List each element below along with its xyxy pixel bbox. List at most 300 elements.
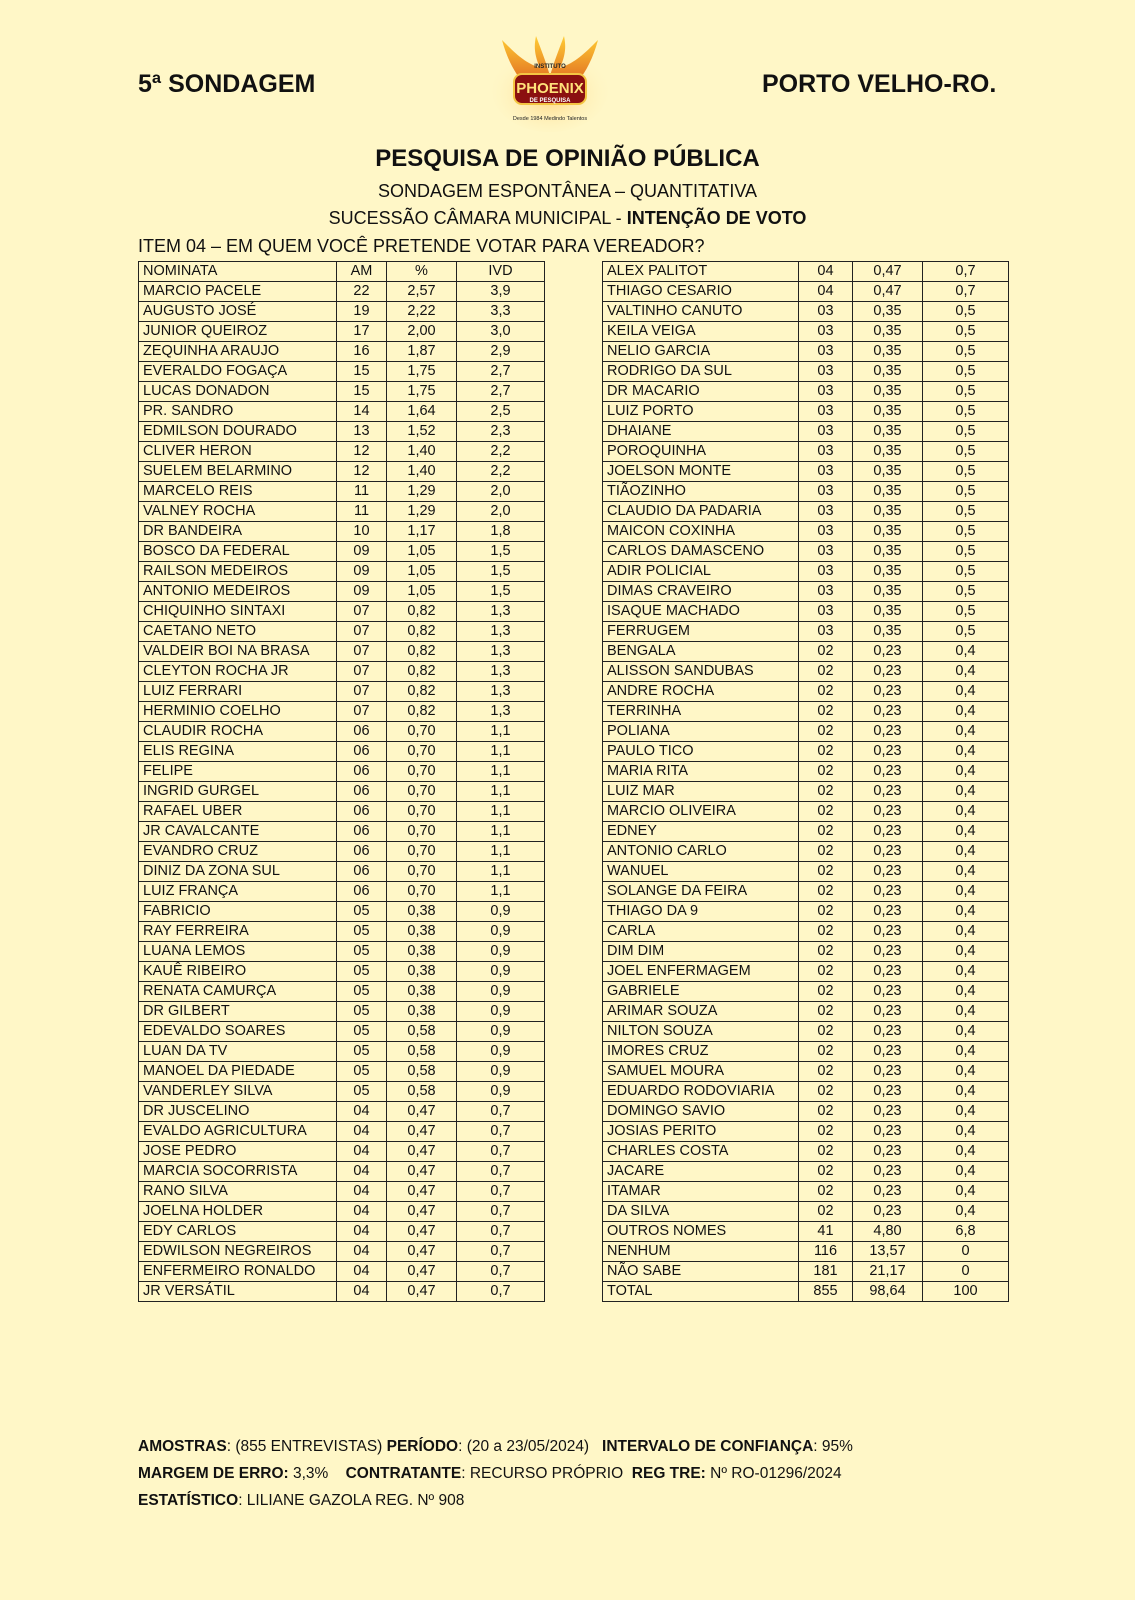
table-row	[139, 922, 545, 942]
table-row	[139, 1002, 545, 1022]
percent-cell: 0,23	[853, 1062, 923, 1082]
table-row	[603, 322, 1009, 342]
table-row	[139, 482, 545, 502]
percent-cell: 0,82	[387, 702, 457, 722]
percent-cell: 2,00	[387, 322, 457, 342]
am-cell: 02	[799, 662, 853, 682]
ivd-cell: 0,5	[923, 302, 1009, 322]
table-row	[139, 1162, 545, 1182]
percent-cell: 0,35	[853, 462, 923, 482]
am-cell: 19	[337, 302, 387, 322]
name-cell: VALNEY ROCHA	[139, 502, 337, 522]
name-cell: NELIO GARCIA	[603, 342, 799, 362]
table-row	[139, 522, 545, 542]
am-cell: 41	[799, 1222, 853, 1242]
am-cell: 03	[799, 362, 853, 382]
ivd-cell: 0,9	[457, 1002, 545, 1022]
name-cell: RANO SILVA	[139, 1182, 337, 1202]
table-row	[603, 1002, 1009, 1022]
ivd-cell: 1,8	[457, 522, 545, 542]
table-row	[603, 462, 1009, 482]
am-cell: 04	[337, 1162, 387, 1182]
am-cell: 02	[799, 1042, 853, 1062]
table-row	[603, 682, 1009, 702]
name-cell: LUAN DA TV	[139, 1042, 337, 1062]
table-row	[139, 762, 545, 782]
am-cell: 13	[337, 422, 387, 442]
am-cell: 09	[337, 582, 387, 602]
table-row	[603, 922, 1009, 942]
name-cell: ALISSON SANDUBAS	[603, 662, 799, 682]
percent-cell: 0,23	[853, 882, 923, 902]
table-row	[603, 422, 1009, 442]
table-row	[603, 502, 1009, 522]
name-cell: TIÃOZINHO	[603, 482, 799, 502]
name-cell: JOELNA HOLDER	[139, 1202, 337, 1222]
percent-cell: 1,05	[387, 582, 457, 602]
percent-cell: 0,47	[387, 1142, 457, 1162]
am-cell: 09	[337, 542, 387, 562]
table-row	[139, 982, 545, 1002]
name-cell: CARLA	[603, 922, 799, 942]
question-text: ITEM 04 – EM QUEM VOCÊ PRETENDE VOTAR PARA VEREADOR?	[138, 236, 705, 256]
ivd-cell: 100	[923, 1282, 1009, 1302]
percent-cell: 0,82	[387, 682, 457, 702]
ivd-cell: 0,9	[457, 1042, 545, 1062]
percent-cell: 1,17	[387, 522, 457, 542]
ivd-cell: 0,7	[457, 1242, 545, 1262]
ivd-cell: 3,9	[457, 282, 545, 302]
table-row	[139, 1282, 545, 1302]
ivd-cell: 0,5	[923, 342, 1009, 362]
table-row	[603, 522, 1009, 542]
name-cell: EDUARDO RODOVIARIA	[603, 1082, 799, 1102]
name-cell: POLIANA	[603, 722, 799, 742]
am-cell: 07	[337, 602, 387, 622]
table-row	[603, 982, 1009, 1002]
footer-line-1: AMOSTRAS: (855 ENTREVISTAS) PERÍODO: (20 a 23/05/2024) INTERVALO DE CONFIANÇA: 95%	[138, 1438, 853, 1455]
ivd-cell: 0,7	[923, 262, 1009, 282]
ivd-cell: 2,7	[457, 382, 545, 402]
ivd-cell: 0,4	[923, 882, 1009, 902]
table-row	[603, 802, 1009, 822]
am-cell: 04	[337, 1242, 387, 1262]
percent-cell: 0,35	[853, 302, 923, 322]
name-cell: ISAQUE MACHADO	[603, 602, 799, 622]
percent-cell: 1,75	[387, 362, 457, 382]
am-cell: 02	[799, 1062, 853, 1082]
ivd-cell: 0,5	[923, 462, 1009, 482]
table-row	[603, 722, 1009, 742]
am-cell: 05	[337, 922, 387, 942]
ivd-cell: 1,3	[457, 662, 545, 682]
am-cell: 03	[799, 502, 853, 522]
percent-cell: 0,70	[387, 882, 457, 902]
ivd-cell: 0,7	[457, 1182, 545, 1202]
name-cell: RODRIGO DA SUL	[603, 362, 799, 382]
am-cell: 02	[799, 982, 853, 1002]
percent-cell: 1,40	[387, 442, 457, 462]
name-cell: AUGUSTO JOSÉ	[139, 302, 337, 322]
am-cell: 02	[799, 942, 853, 962]
percent-cell: 0,23	[853, 1042, 923, 1062]
table-row	[603, 1122, 1009, 1142]
am-cell: 02	[799, 962, 853, 982]
ivd-cell: 0,5	[923, 362, 1009, 382]
percent-cell: 0,23	[853, 722, 923, 742]
table-row	[603, 1242, 1009, 1262]
table-header-row	[139, 262, 545, 282]
table-row	[603, 602, 1009, 622]
table-row	[139, 442, 545, 462]
percent-cell: 1,29	[387, 482, 457, 502]
table-row	[603, 582, 1009, 602]
name-cell: NENHUM	[603, 1242, 799, 1262]
ivd-cell: 0,7	[457, 1222, 545, 1242]
ivd-cell: 0,9	[457, 922, 545, 942]
table-row	[139, 942, 545, 962]
percent-cell: 0,38	[387, 922, 457, 942]
percent-cell: 0,35	[853, 422, 923, 442]
name-cell: DR BANDEIRA	[139, 522, 337, 542]
am-cell: 09	[337, 562, 387, 582]
ivd-cell: 1,1	[457, 722, 545, 742]
survey-number: 5ª SONDAGEM	[138, 70, 316, 98]
am-cell: 855	[799, 1282, 853, 1302]
table-row	[603, 1042, 1009, 1062]
name-cell: MARCIO OLIVEIRA	[603, 802, 799, 822]
table-row	[139, 1262, 545, 1282]
am-cell: 04	[799, 282, 853, 302]
ivd-cell: 0,4	[923, 1002, 1009, 1022]
name-cell: DA SILVA	[603, 1202, 799, 1222]
am-cell: 03	[799, 482, 853, 502]
logo-main-text: PHOENIX	[516, 80, 584, 97]
name-cell: JR VERSÁTIL	[139, 1282, 337, 1302]
ivd-cell: 0,5	[923, 482, 1009, 502]
ivd-cell: 0	[923, 1262, 1009, 1282]
phoenix-logo	[490, 32, 610, 132]
table-row	[139, 1062, 545, 1082]
name-cell: EDEVALDO SOARES	[139, 1022, 337, 1042]
ivd-cell: 0,7	[457, 1122, 545, 1142]
name-cell: RAILSON MEDEIROS	[139, 562, 337, 582]
percent-cell: 0,23	[853, 802, 923, 822]
ivd-cell: 0,4	[923, 902, 1009, 922]
table-row	[139, 862, 545, 882]
ivd-cell: 1,1	[457, 742, 545, 762]
table-row	[139, 662, 545, 682]
name-cell: BENGALA	[603, 642, 799, 662]
logo-tagline: Desde 1984 Medindo Talentos	[512, 116, 588, 122]
percent-cell: 1,75	[387, 382, 457, 402]
ivd-cell: 0,7	[457, 1142, 545, 1162]
am-cell: 03	[799, 302, 853, 322]
percent-cell: 0,47	[387, 1122, 457, 1142]
name-cell: MARCELO REIS	[139, 482, 337, 502]
am-cell: 02	[799, 922, 853, 942]
table-row	[603, 782, 1009, 802]
ivd-cell: 0,4	[923, 682, 1009, 702]
name-cell: GABRIELE	[603, 982, 799, 1002]
percent-cell: 0,23	[853, 862, 923, 882]
percent-cell: 2,57	[387, 282, 457, 302]
table-row	[603, 702, 1009, 722]
am-cell: 05	[337, 1002, 387, 1022]
table-row	[603, 542, 1009, 562]
name-cell: INGRID GURGEL	[139, 782, 337, 802]
ivd-cell: 0,4	[923, 782, 1009, 802]
ivd-cell: 2,0	[457, 502, 545, 522]
table-row	[139, 1242, 545, 1262]
am-cell: 02	[799, 642, 853, 662]
am-cell: 02	[799, 1182, 853, 1202]
am-cell: 06	[337, 762, 387, 782]
am-cell: 02	[799, 1002, 853, 1022]
percent-cell: 0,23	[853, 702, 923, 722]
name-cell: DHAIANE	[603, 422, 799, 442]
percent-cell: 0,23	[853, 922, 923, 942]
name-cell: POROQUINHA	[603, 442, 799, 462]
table-row	[603, 1162, 1009, 1182]
name-cell: MANOEL DA PIEDADE	[139, 1062, 337, 1082]
am-cell: AM	[337, 262, 387, 282]
percent-cell: 0,23	[853, 1122, 923, 1142]
name-cell: FELIPE	[139, 762, 337, 782]
ivd-cell: 0,4	[923, 942, 1009, 962]
name-cell: LUANA LEMOS	[139, 942, 337, 962]
ivd-cell: 1,1	[457, 782, 545, 802]
table-row	[603, 442, 1009, 462]
ivd-cell: 0,4	[923, 642, 1009, 662]
name-cell: IMORES CRUZ	[603, 1042, 799, 1062]
name-cell: THIAGO CESARIO	[603, 282, 799, 302]
name-cell: VALDEIR BOI NA BRASA	[139, 642, 337, 662]
am-cell: 03	[799, 542, 853, 562]
ivd-cell: 0,4	[923, 1142, 1009, 1162]
name-cell: JACARE	[603, 1162, 799, 1182]
am-cell: 04	[337, 1122, 387, 1142]
am-cell: 12	[337, 462, 387, 482]
am-cell: 04	[337, 1202, 387, 1222]
name-cell: RAY FERREIRA	[139, 922, 337, 942]
am-cell: 05	[337, 902, 387, 922]
name-cell: NOMINATA	[139, 262, 337, 282]
table-row	[139, 702, 545, 722]
am-cell: 06	[337, 822, 387, 842]
name-cell: EDMILSON DOURADO	[139, 422, 337, 442]
percent-cell: 0,23	[853, 742, 923, 762]
name-cell: NÃO SABE	[603, 1262, 799, 1282]
ivd-cell: 0,9	[457, 942, 545, 962]
table-row	[139, 1182, 545, 1202]
ivd-cell: 0,5	[923, 522, 1009, 542]
percent-cell: 0,47	[387, 1282, 457, 1302]
ivd-cell: 0,4	[923, 1182, 1009, 1202]
ivd-cell: 0,4	[923, 1202, 1009, 1222]
percent-cell: 0,47	[387, 1262, 457, 1282]
am-cell: 03	[799, 322, 853, 342]
ivd-cell: 0,4	[923, 762, 1009, 782]
table-row	[603, 1262, 1009, 1282]
percent-cell: 0,23	[853, 902, 923, 922]
name-cell: RAFAEL UBER	[139, 802, 337, 822]
percent-cell: 0,23	[853, 822, 923, 842]
ivd-cell: 2,3	[457, 422, 545, 442]
name-cell: CAETANO NETO	[139, 622, 337, 642]
table-row	[139, 362, 545, 382]
name-cell: JOELSON MONTE	[603, 462, 799, 482]
table-row	[603, 262, 1009, 282]
name-cell: LUIZ FERRARI	[139, 682, 337, 702]
table-row	[139, 822, 545, 842]
name-cell: ANTONIO MEDEIROS	[139, 582, 337, 602]
ivd-cell: 1,1	[457, 862, 545, 882]
name-cell: CHIQUINHO SINTAXI	[139, 602, 337, 622]
percent-cell: 0,70	[387, 822, 457, 842]
percent-cell: 0,82	[387, 622, 457, 642]
am-cell: 05	[337, 1042, 387, 1062]
ivd-cell: 0,9	[457, 982, 545, 1002]
percent-cell: 0,38	[387, 1002, 457, 1022]
name-cell: EVALDO AGRICULTURA	[139, 1122, 337, 1142]
percent-cell: 0,47	[387, 1182, 457, 1202]
ivd-cell: 1,5	[457, 542, 545, 562]
name-cell: JR CAVALCANTE	[139, 822, 337, 842]
am-cell: 12	[337, 442, 387, 462]
results-table-right	[602, 261, 1009, 1302]
am-cell: 04	[799, 262, 853, 282]
ivd-cell: 2,9	[457, 342, 545, 362]
percent-cell: 0,70	[387, 762, 457, 782]
percent-cell: 0,47	[387, 1242, 457, 1262]
name-cell: DR GILBERT	[139, 1002, 337, 1022]
am-cell: 07	[337, 662, 387, 682]
name-cell: LUIZ PORTO	[603, 402, 799, 422]
name-cell: CHARLES COSTA	[603, 1142, 799, 1162]
ivd-cell: 0,4	[923, 1042, 1009, 1062]
table-row	[139, 422, 545, 442]
name-cell: OUTROS NOMES	[603, 1222, 799, 1242]
percent-cell: 0,23	[853, 982, 923, 1002]
table-row	[139, 1022, 545, 1042]
name-cell: ADIR POLICIAL	[603, 562, 799, 582]
table-row	[603, 282, 1009, 302]
percent-cell: 2,22	[387, 302, 457, 322]
table-row	[139, 562, 545, 582]
name-cell: KAUÊ RIBEIRO	[139, 962, 337, 982]
percent-cell: 4,80	[853, 1222, 923, 1242]
name-cell: TERRINHA	[603, 702, 799, 722]
ivd-cell: 0,5	[923, 382, 1009, 402]
table-row	[139, 1082, 545, 1102]
name-cell: SAMUEL MOURA	[603, 1062, 799, 1082]
percent-cell: 0,35	[853, 582, 923, 602]
percent-cell: 0,23	[853, 1142, 923, 1162]
am-cell: 03	[799, 402, 853, 422]
percent-cell: 1,40	[387, 462, 457, 482]
percent-cell: 1,52	[387, 422, 457, 442]
am-cell: 07	[337, 682, 387, 702]
am-cell: 15	[337, 382, 387, 402]
table-row	[603, 1062, 1009, 1082]
table-row	[603, 1022, 1009, 1042]
am-cell: 05	[337, 982, 387, 1002]
am-cell: 03	[799, 442, 853, 462]
percent-cell: 0,47	[387, 1222, 457, 1242]
am-cell: 02	[799, 842, 853, 862]
ivd-cell: 1,3	[457, 682, 545, 702]
ivd-cell: 1,1	[457, 802, 545, 822]
percent-cell: 0,23	[853, 782, 923, 802]
subtitle-2: SUCESSÃO CÂMARA MUNICIPAL - INTENÇÃO DE VOTO	[328, 208, 807, 228]
table-row	[603, 1202, 1009, 1222]
name-cell: CLIVER HERON	[139, 442, 337, 462]
name-cell: ELIS REGINA	[139, 742, 337, 762]
percent-cell: 0,35	[853, 342, 923, 362]
ivd-cell: 0,4	[923, 802, 1009, 822]
table-row	[603, 622, 1009, 642]
am-cell: 03	[799, 382, 853, 402]
percent-cell: 0,70	[387, 722, 457, 742]
name-cell: CLAUDIO DA PADARIA	[603, 502, 799, 522]
name-cell: HERMINIO COELHO	[139, 702, 337, 722]
ivd-cell: 0,9	[457, 1022, 545, 1042]
ivd-cell: 0,7	[923, 282, 1009, 302]
am-cell: 02	[799, 1122, 853, 1142]
table-row	[139, 802, 545, 822]
percent-cell: 0,23	[853, 642, 923, 662]
am-cell: 04	[337, 1142, 387, 1162]
main-title: PESQUISA DE OPINIÃO PÚBLICA	[375, 145, 760, 172]
am-cell: 03	[799, 582, 853, 602]
percent-cell: 0,23	[853, 962, 923, 982]
table-row	[139, 962, 545, 982]
ivd-cell: 1,5	[457, 582, 545, 602]
table-row	[139, 1122, 545, 1142]
name-cell: NILTON SOUZA	[603, 1022, 799, 1042]
percent-cell: 0,35	[853, 402, 923, 422]
table-row	[139, 842, 545, 862]
am-cell: 04	[337, 1262, 387, 1282]
footer-line-3: ESTATÍSTICO: LILIANE GAZOLA REG. Nº 908	[138, 1492, 465, 1509]
am-cell: 03	[799, 462, 853, 482]
ivd-cell: 0,4	[923, 842, 1009, 862]
table-row	[603, 742, 1009, 762]
am-cell: 06	[337, 722, 387, 742]
percent-cell: 0,23	[853, 662, 923, 682]
ivd-cell: 0,5	[923, 622, 1009, 642]
am-cell: 06	[337, 882, 387, 902]
table-row	[139, 502, 545, 522]
ivd-cell: 0,4	[923, 1102, 1009, 1122]
am-cell: 02	[799, 1082, 853, 1102]
table-row	[603, 342, 1009, 362]
am-cell: 10	[337, 522, 387, 542]
am-cell: 06	[337, 842, 387, 862]
am-cell: 22	[337, 282, 387, 302]
am-cell: 15	[337, 362, 387, 382]
ivd-cell: 0,7	[457, 1202, 545, 1222]
name-cell: ALEX PALITOT	[603, 262, 799, 282]
percent-cell: 0,23	[853, 1002, 923, 1022]
am-cell: 02	[799, 722, 853, 742]
am-cell: 02	[799, 1102, 853, 1122]
name-cell: THIAGO DA 9	[603, 902, 799, 922]
ivd-cell: 0,4	[923, 722, 1009, 742]
table-row	[603, 942, 1009, 962]
percent-cell: 21,17	[853, 1262, 923, 1282]
